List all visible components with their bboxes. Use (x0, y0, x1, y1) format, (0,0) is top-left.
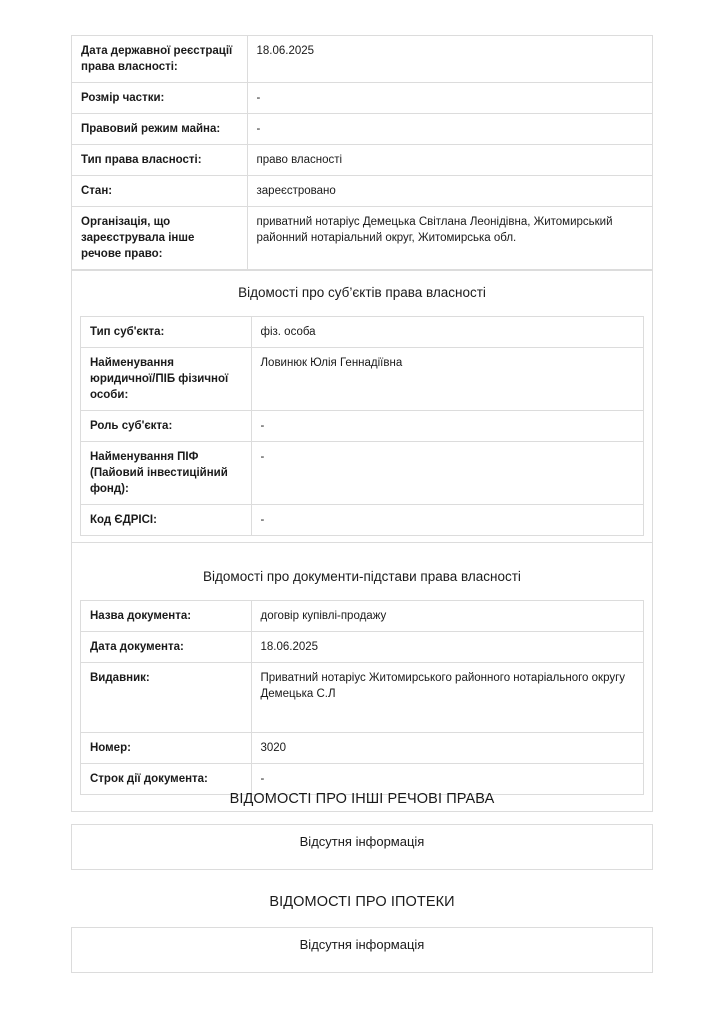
issuer-label: Видавник: (81, 663, 251, 733)
table-row (72, 114, 652, 145)
other-rights-title: ВІДОМОСТІ ПРО ІНШІ РЕЧОВІ ПРАВА (229, 791, 495, 807)
registering-organization-label: Організація, що зареєструвала інше речове право: (72, 207, 247, 270)
other-rights-empty-message: Відсутня інформація (71, 824, 653, 870)
document-date-label: Дата документа: (81, 632, 251, 663)
subject-role-value: - (251, 411, 643, 442)
ownership-record-block (71, 35, 653, 812)
table-row (72, 207, 652, 270)
ownership-type-label: Тип права власності: (72, 145, 247, 176)
subject-role-label: Роль суб'єкта: (81, 411, 251, 442)
table-row (72, 176, 652, 207)
edrisi-code-label: Код ЄДРІСІ: (81, 505, 251, 536)
table-row (72, 83, 652, 114)
table-row (81, 601, 643, 632)
subject-name-value: Ловинюк Юлія Геннадіївна (251, 348, 643, 411)
table-row (81, 764, 643, 795)
documents-section-title: Відомості про документи-підстави права власності (203, 569, 521, 584)
table-row (81, 348, 643, 411)
subjects-table (81, 317, 643, 535)
share-size-value: - (247, 83, 652, 114)
table-row (81, 442, 643, 505)
subjects-section-title: Відомості про суб’єктів права власності (238, 285, 486, 300)
ownership-type-value: право власності (247, 145, 652, 176)
table-row (81, 663, 643, 733)
mortgages-empty-message: Відсутня інформація (71, 927, 653, 973)
share-size-label: Розмір частки: (72, 83, 247, 114)
legal-regime-value: - (247, 114, 652, 145)
documents-section (72, 542, 652, 811)
table-row (72, 145, 652, 176)
issuer-value: Приватний нотаріус Житомирського районного нотаріального округу Демецька С.Л (251, 663, 643, 733)
document-validity-value: - (260, 773, 265, 785)
table-row (81, 632, 643, 663)
mortgages-title: ВІДОМОСТІ ПРО ІПОТЕКИ (269, 894, 455, 910)
legal-regime-label: Правовий режим майна: (72, 114, 247, 145)
document-number-label: Номер: (81, 733, 251, 764)
subject-type-label: Тип суб'єкта: (81, 317, 251, 348)
ownership-table (72, 36, 652, 270)
document-number-value: 3020 (251, 733, 643, 764)
table-row (81, 505, 643, 536)
documents-table (81, 601, 643, 794)
fund-name-label: Найменування ПІФ (Пайовий інвестиційний фонд): (81, 442, 251, 505)
registering-organization-value: приватний нотаріус Демецька Світлана Леонідівна, Житомирський районний нотаріальний округ, Житомирська обл. (247, 207, 652, 270)
table-row (81, 317, 643, 348)
subject-type-value: фіз. особа (251, 317, 643, 348)
status-value: зареєстровано (247, 176, 652, 207)
documents-table-box (80, 600, 644, 795)
document-name-label: Назва документа: (81, 601, 251, 632)
table-row (72, 36, 652, 83)
edrisi-code-value: - (260, 514, 265, 526)
document-date-value: 18.06.2025 (251, 632, 643, 663)
table-row (81, 411, 643, 442)
status-label: Стан: (72, 176, 247, 207)
document-name-value: договір купівлі-продажу (251, 601, 643, 632)
fund-name-value: - (251, 442, 643, 505)
subjects-section (72, 270, 652, 542)
subjects-table-box (80, 316, 644, 536)
document-validity-label: Строк дії документа: (81, 764, 251, 795)
registration-date-label: Дата державної реєстрації права власності: (72, 36, 247, 83)
subject-name-label: Найменування юридичної/ПІБ фізичної особи: (81, 348, 251, 411)
registration-date-value: 18.06.2025 (247, 36, 652, 83)
table-row (81, 733, 643, 764)
